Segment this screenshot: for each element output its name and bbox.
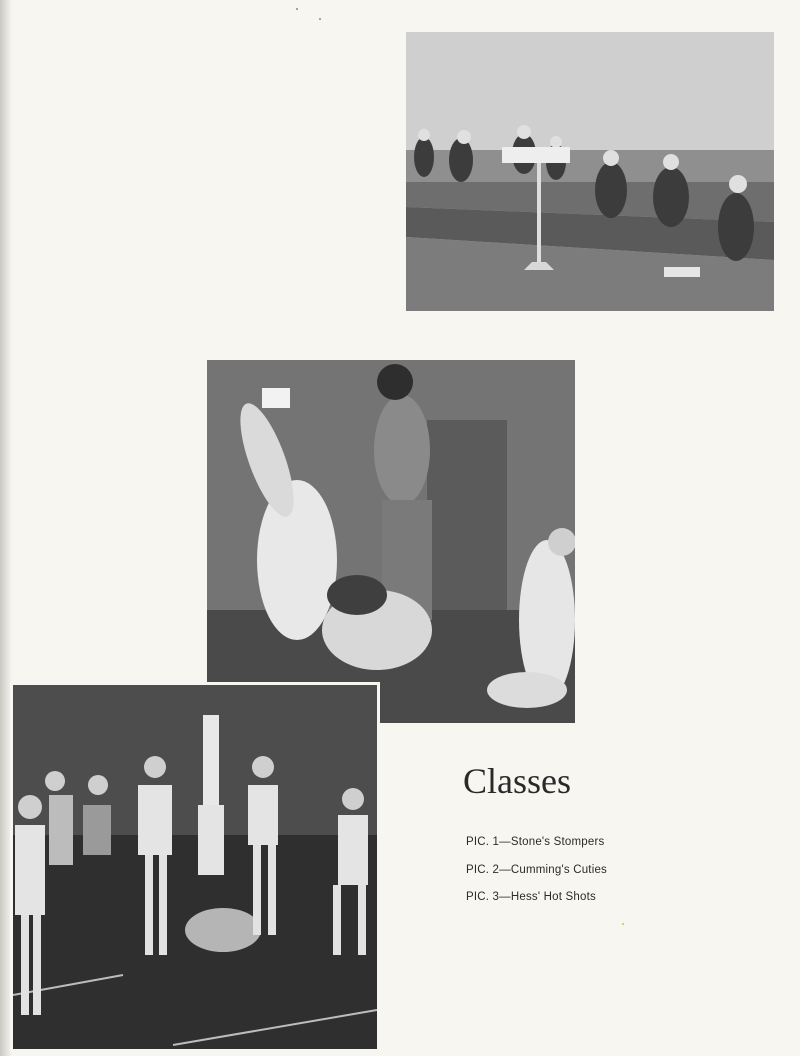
caption-pic-1: PIC. 1—Stone's Stompers	[466, 836, 605, 848]
photo-2-tumbling-class	[207, 360, 575, 723]
photo-captions	[466, 836, 607, 919]
page-title: Classes	[463, 761, 571, 801]
photo-3-gym-class	[10, 682, 380, 1052]
photo-1-music-class	[406, 32, 774, 311]
caption-pic-2: PIC. 2—Cumming's Cuties	[466, 863, 607, 876]
paper-speck	[319, 18, 321, 20]
caption-pic-3: PIC. 3—Hess' Hot Shots	[466, 891, 596, 903]
paper-speck	[296, 8, 298, 10]
paper-speck	[622, 923, 624, 925]
